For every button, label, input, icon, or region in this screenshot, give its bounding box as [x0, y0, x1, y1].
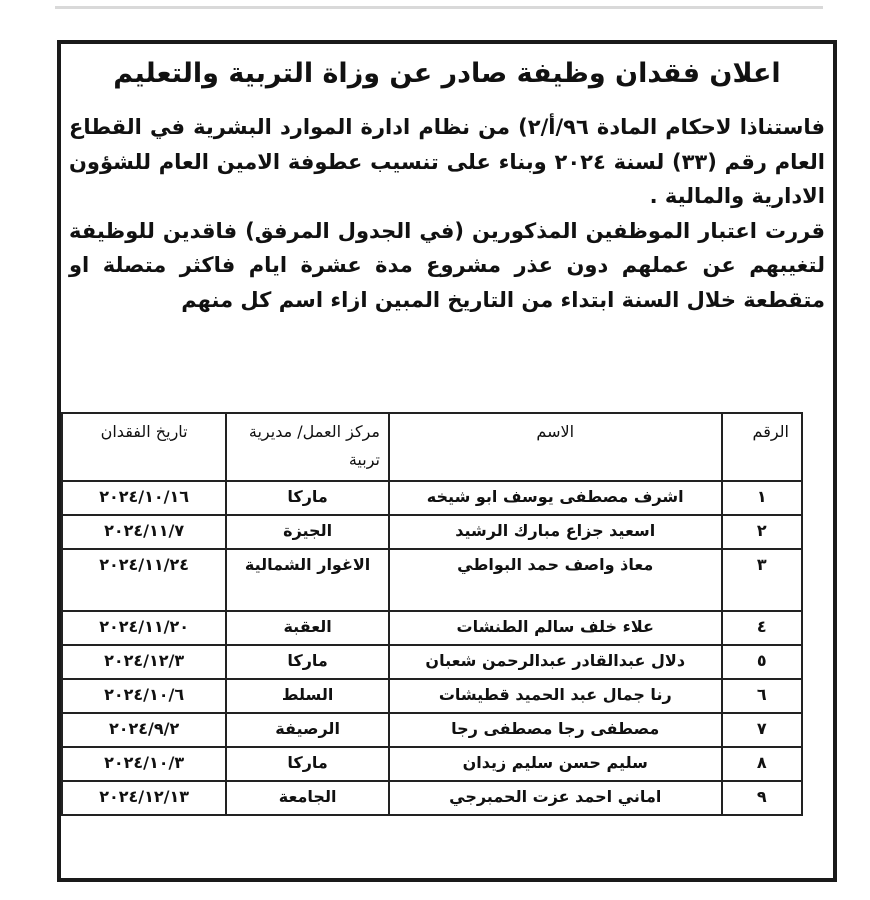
row-loss-date: ٢٠٢٤/١٠/٦ — [62, 679, 226, 713]
row-loss-date: ٢٠٢٤/٩/٢ — [62, 713, 226, 747]
notice-frame — [57, 40, 837, 882]
header-name: الاسم — [389, 413, 722, 481]
row-name: معاذ واصف حمد البواطي — [389, 549, 722, 611]
row-work-center: الجامعة — [226, 781, 389, 815]
row-number: ٢ — [722, 515, 803, 549]
row-name: دلال عبدالقادر عبدالرحمن شعبان — [389, 645, 722, 679]
row-work-center: ماركا — [226, 645, 389, 679]
row-loss-date: ٢٠٢٤/١٢/١٣ — [62, 781, 226, 815]
row-loss-date: ٢٠٢٤/١١/٢٤ — [62, 549, 226, 611]
row-loss-date: ٢٠٢٤/١٢/٣ — [62, 645, 226, 679]
row-name: سليم حسن سليم زيدان — [389, 747, 722, 781]
table-row — [62, 645, 802, 679]
notice-title: اعلان فقدان وظيفة صادر عن وزاة التربية والتعليم — [113, 58, 781, 89]
table-row — [62, 515, 802, 549]
row-work-center: الرصيفة — [226, 713, 389, 747]
table-row — [62, 679, 802, 713]
notice-paragraph-legal-basis: فاستناذا لاحكام المادة ٩٦/أ/٢) من نظام ادارة الموارد البشرية في القطاع العام رقم (٣٣) لسنة ٢٠٢٤ وبناء على تنسيب عطوفة الامين العام للشؤون الادارية والمالية . — [69, 115, 825, 208]
table-row — [62, 713, 802, 747]
row-name: رنا جمال عبد الحميد قطيشات — [389, 679, 722, 713]
row-number: ٤ — [722, 611, 803, 645]
table-row — [62, 481, 802, 515]
row-work-center: الاغوار الشمالية — [226, 549, 389, 611]
row-loss-date: ٢٠٢٤/١٠/٣ — [62, 747, 226, 781]
row-name: مصطفى رجا مصطفى رجا — [389, 713, 722, 747]
table-row — [62, 781, 802, 815]
row-number: ٥ — [722, 645, 803, 679]
row-loss-date: ٢٠٢٤/١١/٢٠ — [62, 611, 226, 645]
row-loss-date: ٢٠٢٤/١٠/١٦ — [62, 481, 226, 515]
table-row — [62, 611, 802, 645]
row-work-center: ماركا — [226, 481, 389, 515]
table-header-row — [62, 413, 802, 481]
row-number: ١ — [722, 481, 803, 515]
table-row — [62, 549, 802, 611]
row-name: علاء خلف سالم الطنشات — [389, 611, 722, 645]
row-number: ٧ — [722, 713, 803, 747]
header-number: الرقم — [722, 413, 803, 481]
header-loss-date: تاريخ الفقدان — [62, 413, 226, 481]
row-work-center: العقبة — [226, 611, 389, 645]
table-row — [62, 747, 802, 781]
header-work-center: مركز العمل/ مديرية تربية — [226, 413, 389, 481]
row-number: ٣ — [722, 549, 803, 611]
row-name: اسعيد جزاع مبارك الرشيد — [389, 515, 722, 549]
notice-body — [69, 110, 825, 317]
row-name: اماني احمد عزت الحمبرجي — [389, 781, 722, 815]
row-number: ٩ — [722, 781, 803, 815]
row-work-center: الجيزة — [226, 515, 389, 549]
row-number: ٦ — [722, 679, 803, 713]
row-name: اشرف مصطفى يوسف ابو شيخه — [389, 481, 722, 515]
row-work-center: ماركا — [226, 747, 389, 781]
row-work-center: السلط — [226, 679, 389, 713]
top-divider — [55, 6, 823, 9]
dismissal-table — [61, 412, 803, 816]
row-loss-date: ٢٠٢٤/١١/٧ — [62, 515, 226, 549]
row-number: ٨ — [722, 747, 803, 781]
notice-paragraph-decision: قررت اعتبار الموظفين المذكورين (في الجدول المرفق) فاقدين للوظيفة لتغيبهم عن عملهم دون عذر مشروع مدة عشرة ايام فاكثر متصلة او متقطعة خلال السنة ابتداء من التاريخ المبين ازاء اسم كل منهم — [69, 218, 825, 312]
